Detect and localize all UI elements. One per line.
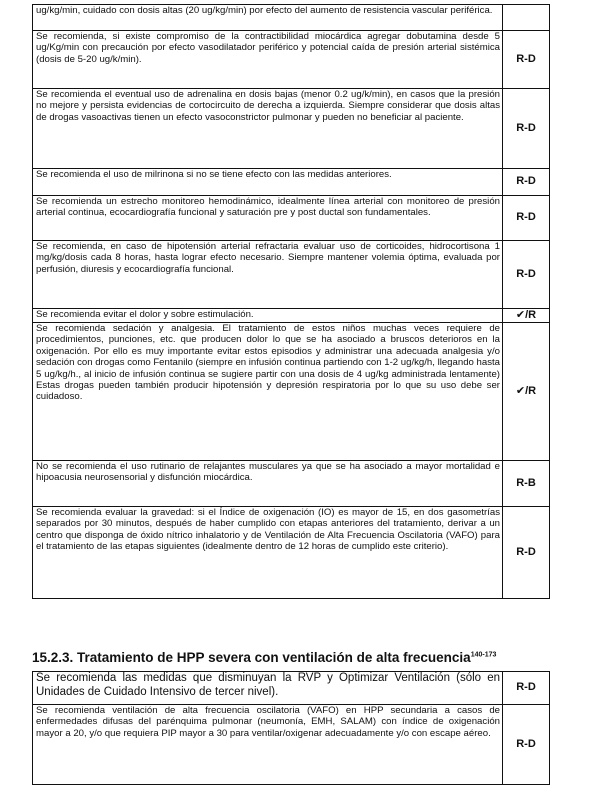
- table-row: [33, 196, 550, 241]
- table-row: [33, 241, 550, 309]
- table-row: [33, 309, 550, 323]
- table-row: [33, 89, 550, 169]
- evidence-grade: R-D: [503, 169, 550, 196]
- recommendation-text: Se recomienda evaluar la gravedad: si el Índice de oxigenación (IO) es mayor de 15, en dos gasometrías separados por 30 minutos, después de haber cumplido con etapas anteriores del tratamiento, derivar a un centro que disponga de óxido nítrico inhalatorio y de Ventilación de Alta Frecuencia Oscilatoria (VAFO) para el tratamiento de las etapas siguientes (idealmente dentro de 12 horas de cumplido este criterio).: [33, 507, 503, 599]
- evidence-grade: ✔/R: [503, 309, 550, 323]
- recommendation-text: Se recomienda ventilación de alta frecuencia oscilatoria (VAFO) en HPP secundaria a casos de enfermedades difusas del parénquima pulmonar (neumonía, EMH, SALAM) con índice de oxigenación mayor a 20, y/o que requiera PIP mayor a 30 para ventilar/oxigenar adecuadamente y/o con escape aéreo.: [33, 705, 503, 785]
- evidence-grade: R-D: [503, 241, 550, 309]
- evidence-grade: [503, 5, 550, 31]
- table-row: [33, 5, 550, 31]
- evidence-grade: R-B: [503, 461, 550, 507]
- recommendation-text: ug/kg/min, cuidado con dosis altas (20 ug/kg/min) por efecto del aumento de resistencia vascular periférica.: [33, 5, 503, 31]
- evidence-grade: R-D: [503, 196, 550, 241]
- section-heading-text: 15.2.3. Tratamiento de HPP severa con ventilación de alta frecuencia: [32, 650, 471, 665]
- table-row: [33, 323, 550, 461]
- hfov-recommendations-table: [32, 671, 550, 785]
- recommendation-text: Se recomienda el uso de milrinona si no se tiene efecto con las medidas anteriores.: [33, 169, 503, 196]
- table-row: [33, 31, 550, 89]
- evidence-grade: R-D: [503, 89, 550, 169]
- table-row: [33, 461, 550, 507]
- evidence-grade: R-D: [503, 672, 550, 705]
- recommendation-text: Se recomienda sedación y analgesia. El tratamiento de estos niños muchas veces requiere de procedimientos, punciones, etc. que producen dolor lo que se ha asociado a bruscos deterioros en la oxigenación. Por ello es muy importante evitar estos episodios y administrar una adecuada analgesia y/o sedación con drogas como Fentanilo (siempre en infusión continua partiendo con 1-2 ug/kg/h, llegando hasta 5 ug/kg/h., al inicio de infusión continua se sugiere partir con una dosis de 4 ug/kg administrada lentamente) Estas drogas pueden también producir hipotensión y depresión respiratoria por lo que su uso debe ser cuidadoso.: [33, 323, 503, 461]
- section-heading: [32, 650, 496, 665]
- recommendation-text: Se recomienda un estrecho monitoreo hemodinámico, idealmente línea arterial con monitoreo de presión arterial continua, ecocardiografía funcional y saturación pre y post ductal son fundamentales.: [33, 196, 503, 241]
- table-row: [33, 507, 550, 599]
- recommendation-text: Se recomienda, en caso de hipotensión arterial refractaria evaluar uso de corticoides, hidrocortisona 1 mg/kg/dosis cada 8 horas, hasta lograr efecto necesario. Siempre mantener volemia óptima, evaluada por perfusión, diuresis y ecocardiografía funcional.: [33, 241, 503, 309]
- recommendation-text: Se recomienda las medidas que disminuyan la RVP y Optimizar Ventilación (sólo en Unidades de Cuidado Intensivo de tercer nivel).: [33, 672, 503, 705]
- evidence-grade: R-D: [503, 705, 550, 785]
- table-row: [33, 672, 550, 705]
- recommendation-text: No se recomienda el uso rutinario de relajantes musculares ya que se ha asociado a mayor mortalidad e hipoacusia neurosensorial y disfunción miocárdica.: [33, 461, 503, 507]
- recommendation-text: Se recomienda el eventual uso de adrenalina en dosis bajas (menor 0.2 ug/k/min), en casos que la presión no mejore y persista evidencias de cortocircuito de derecha a izquierda. Siempre considerar que dosis altas de drogas vasoactivas tienen un efecto vasoconstrictor pulmonar y pueden no beneficiar al paciente.: [33, 89, 503, 169]
- table-row: [33, 705, 550, 785]
- section-heading-refs: 140-173: [470, 651, 497, 659]
- recommendation-text: Se recomienda evitar el dolor y sobre estimulación.: [33, 309, 503, 323]
- recommendations-table: [32, 4, 550, 599]
- recommendation-text: Se recomienda, si existe compromiso de la contractibilidad miocárdica agregar dobutamina desde 5 ug/Kg/min con precaución por efecto vasodilatador periférico y potencial caída de presión arterial sistémica (dosis de 5-20 ug/k/min).: [33, 31, 503, 89]
- table-row: [33, 169, 550, 196]
- evidence-grade: R-D: [503, 507, 550, 599]
- evidence-grade: R-D: [503, 31, 550, 89]
- evidence-grade: ✔/R: [503, 323, 550, 461]
